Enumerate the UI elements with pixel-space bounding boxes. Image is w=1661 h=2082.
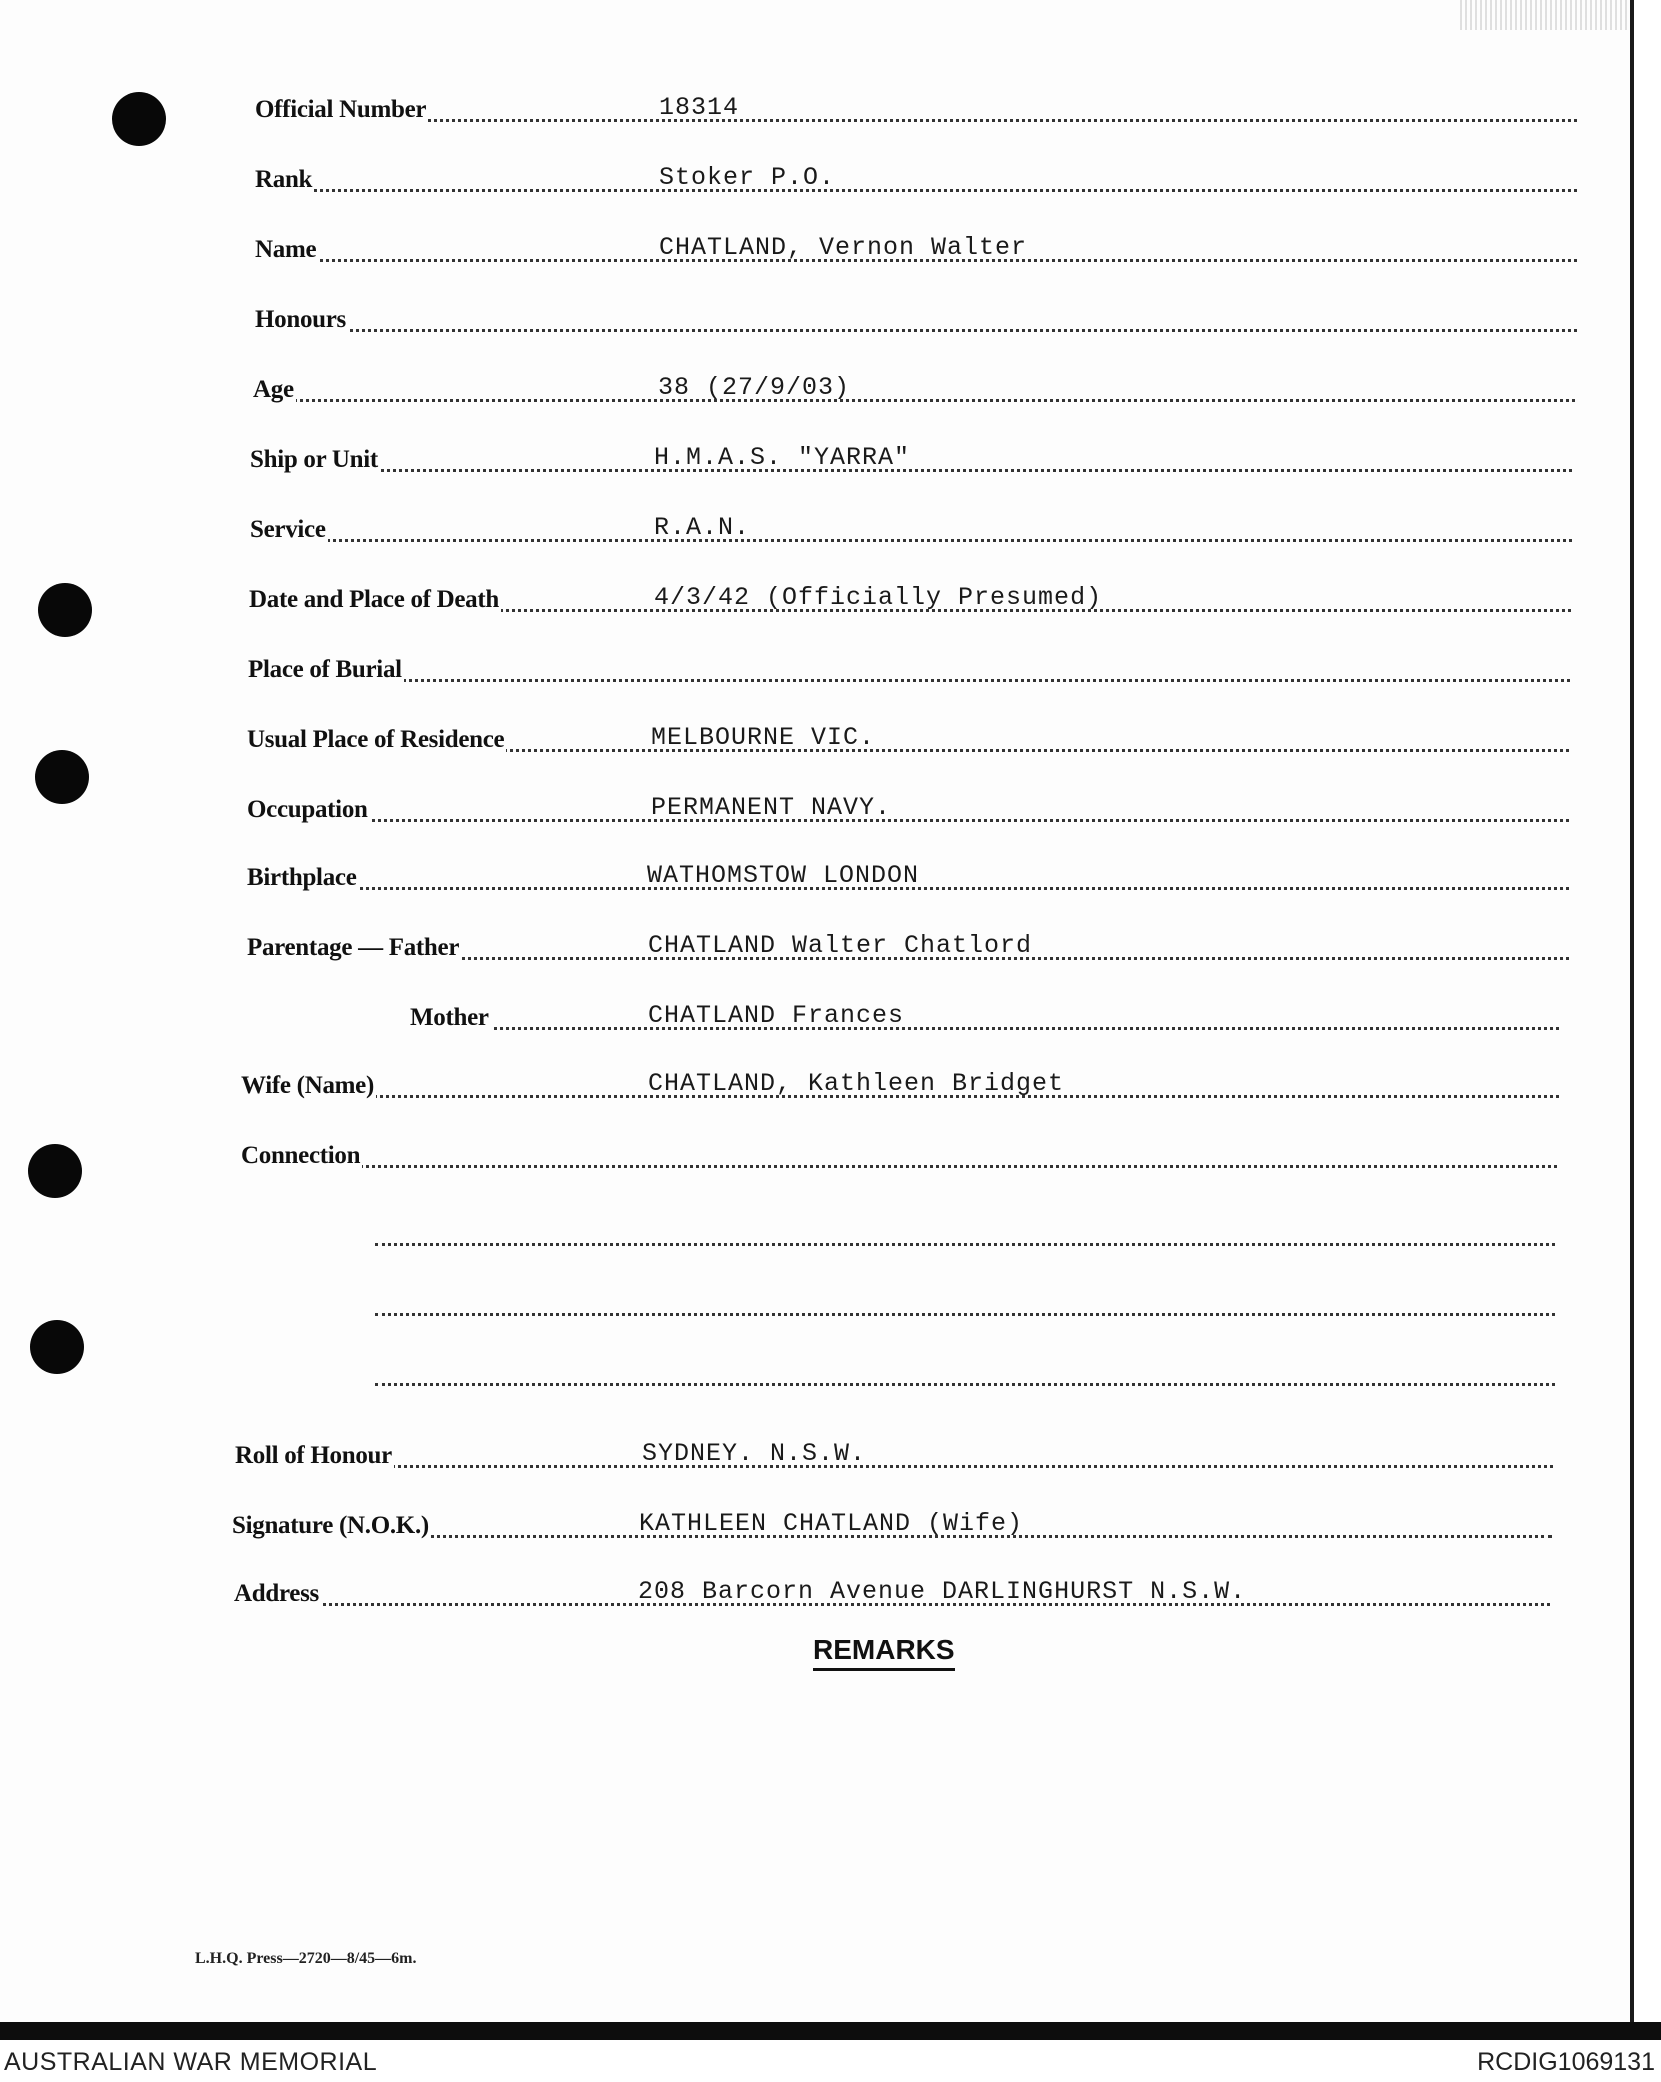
field-label: Birthplace <box>247 864 357 891</box>
field-official-number <box>255 90 1577 130</box>
footer-record-id: RCDIG1069131 <box>1477 2048 1655 2076</box>
field-label: Mother <box>410 1004 489 1031</box>
field-label: Name <box>255 236 317 263</box>
field-label: Wife (Name) <box>241 1072 374 1099</box>
field-value: SYDNEY. N.S.W. <box>642 1439 867 1468</box>
field-value: MELBOURNE VIC. <box>651 723 876 752</box>
field-value: Stoker P.O. <box>659 163 836 192</box>
field-father <box>247 928 1569 968</box>
field-occupation <box>247 790 1569 830</box>
field-value: R.A.N. <box>654 513 751 542</box>
dotted-line <box>255 329 1577 332</box>
dotted-line <box>250 539 1572 542</box>
dotted-line <box>255 119 1577 122</box>
field-label: Rank <box>255 166 313 193</box>
field-label: Age <box>253 376 294 403</box>
field-age <box>253 370 1575 410</box>
field-name <box>255 230 1577 270</box>
field-value: H.M.A.S. "YARRA" <box>654 443 911 472</box>
connection-line-4 <box>375 1380 1555 1386</box>
field-label: Parentage — Father <box>247 934 460 961</box>
scan-border <box>0 2022 1661 2040</box>
field-value: 38 (27/9/03) <box>658 373 851 402</box>
field-label: Date and Place of Death <box>249 586 499 613</box>
dotted-line <box>410 1027 1559 1030</box>
field-birthplace <box>247 858 1569 898</box>
dotted-line <box>241 1165 1557 1168</box>
field-address <box>234 1574 1550 1614</box>
dotted-line <box>253 399 1575 402</box>
binder-hole-3 <box>35 750 89 804</box>
field-label: Connection <box>241 1142 361 1169</box>
dotted-line <box>250 469 1572 472</box>
scan-noise <box>1460 0 1630 30</box>
remarks-heading: REMARKS <box>813 1634 955 1671</box>
field-label: Address <box>234 1580 319 1607</box>
field-label: Official Number <box>255 96 427 123</box>
binder-hole-4 <box>28 1144 82 1198</box>
connection-line-3 <box>375 1310 1555 1316</box>
field-value: 4/3/42 (Officially Presumed) <box>654 583 1103 612</box>
field-signature-nok <box>232 1506 1552 1546</box>
field-label: Occupation <box>247 796 368 823</box>
field-label: Usual Place of Residence <box>247 726 505 753</box>
field-label: Roll of Honour <box>235 1442 392 1469</box>
dotted-line <box>255 189 1577 192</box>
field-roll-of-honour <box>235 1436 1553 1476</box>
field-residence <box>247 720 1569 760</box>
field-label: Service <box>250 516 326 543</box>
field-value: KATHLEEN CHATLAND (Wife) <box>639 1509 1024 1538</box>
field-date-place-death <box>249 580 1571 620</box>
field-value: 208 Barcorn Avenue DARLINGHURST N.S.W. <box>638 1577 1247 1606</box>
field-label: Ship or Unit <box>250 446 378 473</box>
field-value: 18314 <box>659 93 740 122</box>
field-value: CHATLAND Frances <box>648 1001 905 1030</box>
field-honours <box>255 300 1577 340</box>
binder-hole-2 <box>38 583 92 637</box>
field-place-of-burial <box>248 650 1570 690</box>
field-value: WATHOMSTOW LONDON <box>647 861 920 890</box>
field-rank <box>255 160 1577 200</box>
field-connection <box>241 1136 1557 1176</box>
field-ship-or-unit <box>250 440 1572 480</box>
field-label: Signature (N.O.K.) <box>232 1512 429 1539</box>
printer-note: L.H.Q. Press—2720—8/45—6m. <box>195 1950 417 1967</box>
dotted-line <box>235 1465 1553 1468</box>
dotted-line <box>247 819 1569 822</box>
field-value: CHATLAND, Kathleen Bridget <box>648 1069 1065 1098</box>
field-service <box>250 510 1572 550</box>
field-label: Honours <box>255 306 346 333</box>
field-mother <box>410 998 1559 1038</box>
footer-archive-name: AUSTRALIAN WAR MEMORIAL <box>4 2048 378 2076</box>
binder-hole-1 <box>112 92 166 146</box>
dotted-line <box>248 679 1570 682</box>
binder-hole-5 <box>30 1320 84 1374</box>
connection-line-2 <box>375 1240 1555 1246</box>
field-value: PERMANENT NAVY. <box>651 793 892 822</box>
field-wife <box>241 1066 1559 1106</box>
field-value: CHATLAND Walter Chatlord <box>648 931 1033 960</box>
field-value: CHATLAND, Vernon Walter <box>659 233 1028 262</box>
field-label: Place of Burial <box>248 656 402 683</box>
